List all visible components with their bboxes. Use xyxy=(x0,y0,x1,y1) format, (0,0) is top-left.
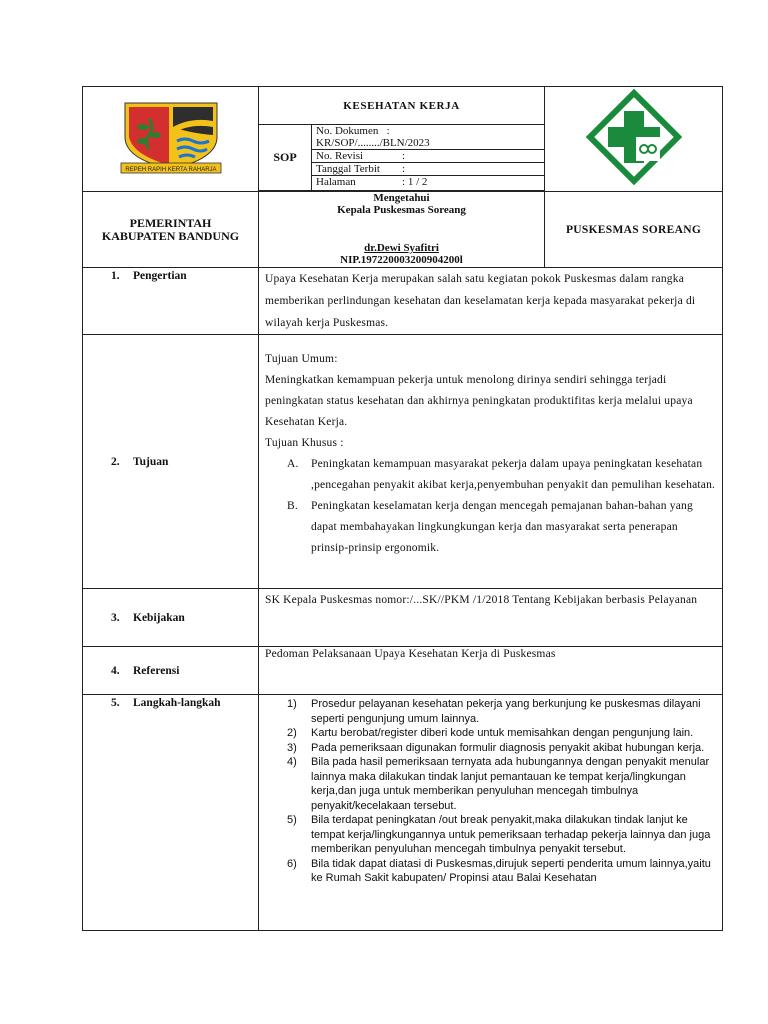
section-langkah xyxy=(83,695,723,931)
section-pengertian xyxy=(83,268,723,335)
section-tujuan xyxy=(83,335,723,589)
approval-block xyxy=(259,192,545,268)
left-org: PEMERINTAH KABUPATEN BANDUNG xyxy=(83,192,259,268)
kabupaten-logo-cell xyxy=(83,87,259,192)
sop-label: SOP xyxy=(259,125,312,191)
puskesmas-logo-icon xyxy=(586,89,682,185)
tujuan-khusus-item-a: A. Peningkatan kemampuan masyarakat pekerja dalam upaya peningkatan kesehatan ,pencegahan penyakit akibat kerja,penyembuhan penyakit dan pemulihan kesehatan. xyxy=(287,458,716,491)
langkah-steps xyxy=(259,695,723,931)
sop-table xyxy=(82,86,723,931)
step-item: 1) Prosedur pelayanan kesehatan pekerja yang berkunjung ke puskesmas dilayani seperti pengunjung umum lainnya. xyxy=(287,698,701,725)
logo-motto: REPEH RAPIH KERTA RAHARJA xyxy=(124,166,217,173)
tujuan-content xyxy=(259,335,723,589)
meta-doc-code: KR/SOP/......../BLN/2023 xyxy=(316,137,430,149)
section-kebijakan xyxy=(83,589,723,647)
kabupaten-bandung-logo-icon xyxy=(119,97,223,177)
meta-no-dokumen: No. Dokumen : KR/SOP/......../BLN/2023 xyxy=(312,125,544,150)
step-item: 2) Kartu berobat/register diberi kode untuk memisahkan dengan pengunjung lain. xyxy=(287,727,694,739)
puskesmas-logo-cell xyxy=(545,87,723,192)
sop-document xyxy=(82,86,722,928)
approver-nip: NIP.197220003200904200l xyxy=(340,254,463,266)
step-item: 5) Bila terdapat peningkatan /out break penyakit,maka dilakukan tindak lanjut ke tempat kerja/lingkungannya untuk pemeriksaan terhadap pekerja lainnya dan juga memberikan penyuluhan mencegah timbulnya penyakit tersebut. xyxy=(287,814,711,855)
tujuan-umum-label: Tujuan Umum: xyxy=(265,353,338,365)
tujuan-khusus-item-b: B. Peningkatan keselamatan kerja dengan mencegah pemajanan bahan-bahan yang dapat membahayakan lingkungkungan kerja dan masyarakat serta penerapan prinsip-prinsip ergonomik. xyxy=(287,500,693,554)
right-org: PUSKESMAS SOREANG xyxy=(545,192,723,268)
meta-cell xyxy=(312,125,545,191)
step-item: 6) Bila tidak dapat diatasi di Puskesmas,dirujuk seperti penderita umum lainnya,yaitu ke Rumah Sakit kabupaten/ Propinsi atau Balai Kesehatan xyxy=(287,857,711,884)
approval-line-1: Mengetahui xyxy=(373,192,430,204)
meta-table xyxy=(312,125,544,188)
langkah-label-cell: 5. Langkah-langkah xyxy=(83,695,259,931)
referensi-text: Pedoman Pelaksanaan Upaya Kesehatan Kerja di Puskesmas xyxy=(259,647,723,695)
step-item: 4) Bila pada hasil pemeriksaan ternyata ada hubungannya dengan penyakit menular lainnya maka dilakukan tindak lanjut pemantauan ke tempat kerja/lingkungan kerja,dan juga untuk memberikan penyuluhan mencegah timbulnya penyakit/kecelakaan tersebut. xyxy=(287,756,710,812)
steps-list xyxy=(259,697,722,886)
section-referensi xyxy=(83,647,723,695)
tujuan-khusus-label: Tujuan Khusus : xyxy=(265,437,344,449)
tujuan-label-cell: 2. Tujuan xyxy=(83,335,259,589)
pengertian-label-cell: 1. Pengertian xyxy=(83,268,259,335)
document-title: KESEHATAN KERJA xyxy=(259,87,545,125)
pengertian-text: Upaya Kesehatan Kerja merupakan salah satu kegiatan pokok Puskesmas dalam rangka memberikan perlindungan kesehatan dan keselamatan kerja kepada masyarakat pekerja di wilayah kerja Puskesmas. xyxy=(259,268,723,335)
meta-tanggal-terbit: Tanggal Terbit : xyxy=(312,163,544,176)
meta-no-revisi: No. Revisi : xyxy=(312,150,544,163)
kebijakan-text: SK Kepala Puskesmas nomor:/...SK//PKM /1/2018 Tentang Kebijakan berbasis Pelayanan xyxy=(259,589,723,647)
approval-line-2: Kepala Puskesmas Soreang xyxy=(337,204,466,216)
tujuan-umum-text: Meningkatkan kemampuan pekerja untuk menolong dirinya sendiri sehingga terjadi peningkatan status kesehatan dan akhirnya peningkatan produktifitas kerja melalui upaya Kesehatan Kerja. xyxy=(265,374,693,428)
approver-name: dr.Dewi Syafitri xyxy=(364,242,439,254)
referensi-label-cell: 4. Referensi xyxy=(83,647,259,695)
step-item: 3) Pada pemeriksaan digunakan formulir diagnosis penyakit akibat hubungan kerja. xyxy=(287,741,705,754)
meta-halaman: Halaman : 1 / 2 xyxy=(316,176,428,188)
kebijakan-label-cell: 3. Kebijakan xyxy=(83,589,259,647)
